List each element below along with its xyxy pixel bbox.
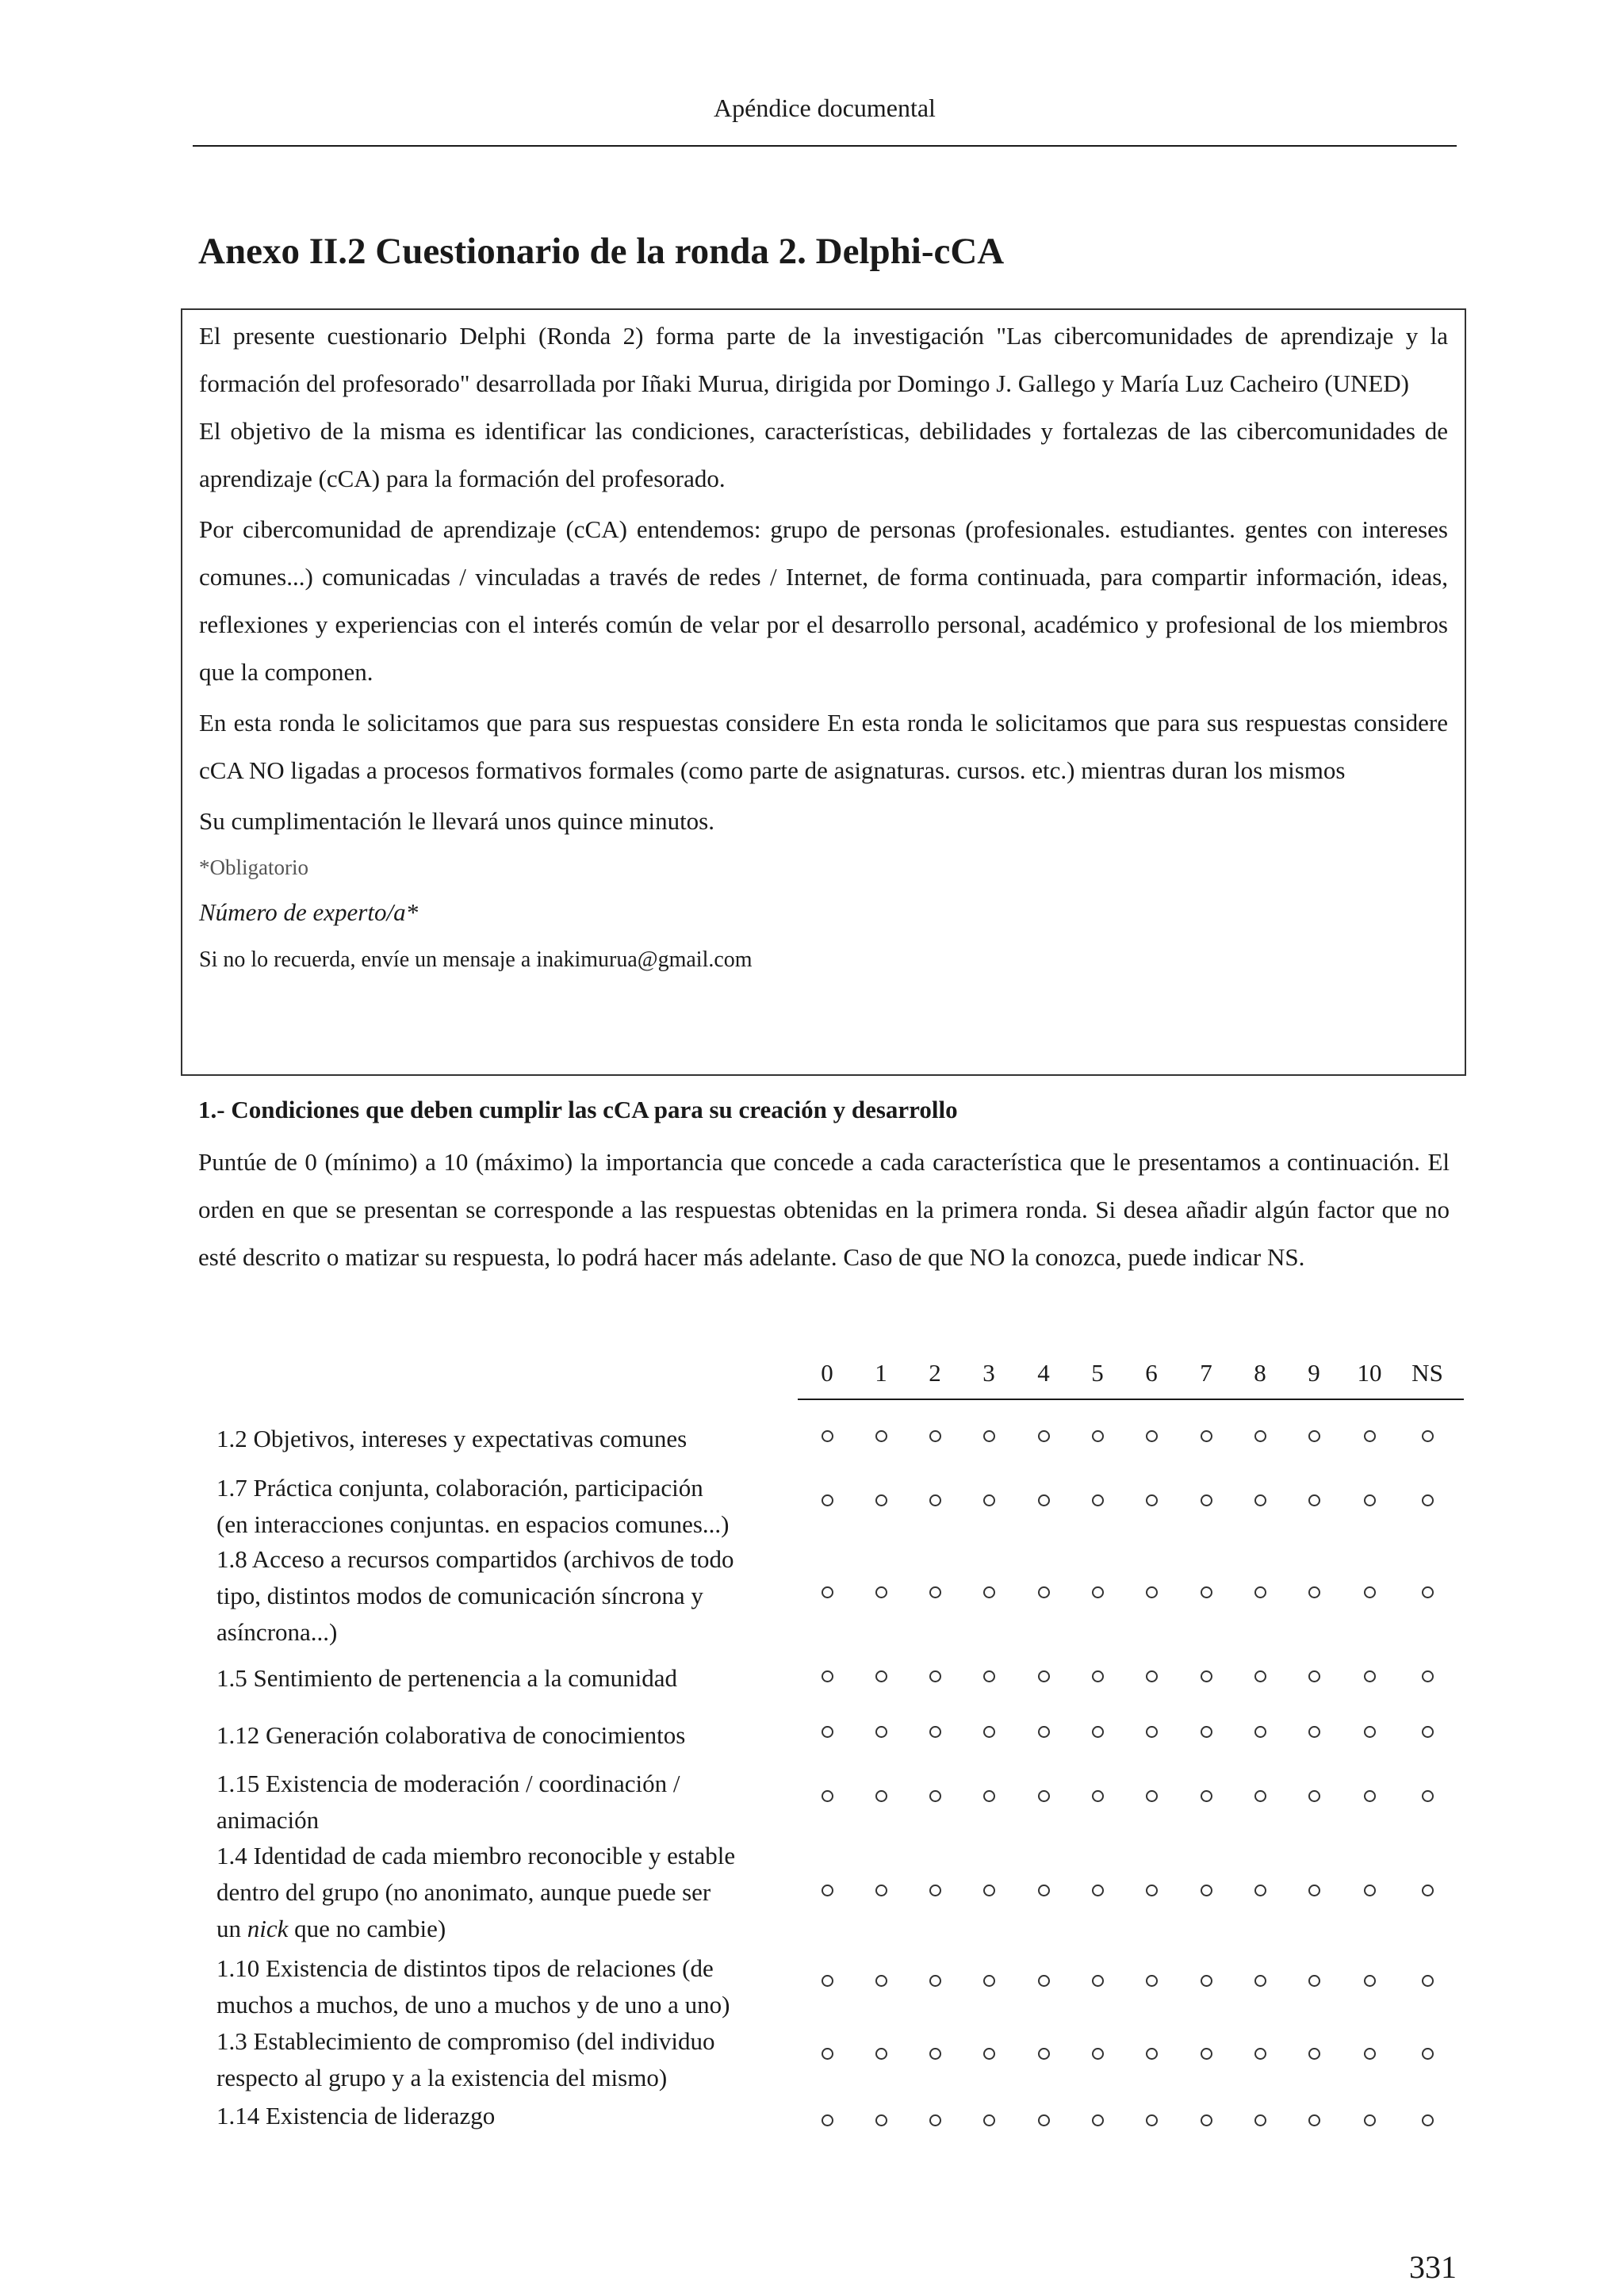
radio-option-8[interactable] [1254, 1430, 1266, 1442]
scale-label-0: 0 [821, 1359, 833, 1387]
radio-option-3[interactable] [983, 1885, 995, 1896]
radio-option-4[interactable] [1038, 1975, 1050, 1987]
radio-option-2[interactable] [929, 1975, 941, 1987]
radio-option-10[interactable] [1364, 1494, 1376, 1506]
item-label-line: 1.3 Establecimiento de compromiso (del individuo [216, 2027, 715, 2055]
radio-option-6[interactable] [1146, 1726, 1158, 1738]
radio-option-4[interactable] [1038, 2114, 1050, 2126]
item-label-line: 1.10 Existencia de distintos tipos de relaciones (de [216, 1954, 714, 1982]
item-label [216, 2098, 803, 2134]
running-header: Apéndice documental [714, 94, 936, 122]
item-label-line: 1.2 Objetivos, intereses y expectativas comunes [216, 1425, 688, 1452]
radio-option-7[interactable] [1201, 1790, 1212, 1802]
radio-option-0[interactable] [822, 2048, 833, 2060]
intro-paragraph-3: Por cibercomunidad de aprendizaje (cCA) entendemos: grupo de personas (profesionales. estudiantes. gentes con intereses comunes...) comunicadas / vinculadas a través de redes / Internet, de forma continuada, para compartir información, ideas, reflexiones y experiencias con el interés común de velar por el desarrollo personal, académico y profesional de los miembros que la componen. [199, 515, 1448, 686]
radio-option-1[interactable] [875, 2114, 887, 2126]
radio-option-9[interactable] [1308, 2048, 1320, 2060]
radio-option-0[interactable] [822, 1494, 833, 1506]
radio-option-3[interactable] [983, 1430, 995, 1442]
scale-header [798, 1356, 1464, 1400]
radio-option-2[interactable] [929, 1586, 941, 1598]
radio-option-9[interactable] [1308, 1494, 1320, 1506]
radio-option-1[interactable] [875, 2048, 887, 2060]
radio-option-8[interactable] [1254, 1670, 1266, 1682]
intro-paragraph-4: En esta ronda le solicitamos que para sus respuestas considere En esta ronda le solicitamos que para sus respuestas considere cCA NO ligadas a procesos formativos formales (como parte de asignaturas. cursos. etc.) mientras duran los mismos [199, 709, 1448, 784]
radio-option-1[interactable] [875, 1430, 887, 1442]
radio-option-1[interactable] [875, 1670, 887, 1682]
item-label-line: 1.15 Existencia de moderación / coordinación / [216, 1770, 680, 1797]
radio-option-5[interactable] [1092, 1670, 1104, 1682]
radio-option-2[interactable] [929, 2114, 941, 2126]
item-label-line: respecto al grupo y a la existencia del mismo) [216, 2064, 668, 2091]
item-label-line: 1.7 Práctica conjunta, colaboración, participación [216, 1474, 703, 1502]
radio-option-4[interactable] [1038, 1885, 1050, 1896]
radio-option-3[interactable] [983, 1586, 995, 1598]
scale-label-8: 8 [1254, 1359, 1266, 1387]
radio-option-5[interactable] [1092, 1586, 1104, 1598]
radio-option-4[interactable] [1038, 2048, 1050, 2060]
scale-label-1: 1 [875, 1359, 887, 1387]
radio-option-7[interactable] [1201, 1726, 1212, 1738]
radio-option-ns[interactable] [1422, 1975, 1434, 1987]
page-title: Anexo II.2 Cuestionario de la ronda 2. Delphi-cCA [198, 231, 1005, 272]
radio-option-0[interactable] [822, 1885, 833, 1896]
intro-paragraph-5: Su cumplimentación le llevará unos quince minutos. [199, 807, 715, 835]
radio-option-5[interactable] [1092, 2048, 1104, 2060]
section-instructions: Puntúe de 0 (mínimo) a 10 (máximo) la importancia que concede a cada característica que le presentamos a continuación. El orden en que se presentan se corresponde a las respuestas obtenidas en la primera ronda. Si desea añadir algún factor que no esté descrito o matizar su respuesta, lo podrá hacer más adelante. Caso de que NO la conozca, puede indicar NS. [198, 1148, 1450, 1271]
scale-label-5: 5 [1091, 1359, 1104, 1387]
radio-option-5[interactable] [1092, 2114, 1104, 2126]
item-label-line: animación [216, 1806, 320, 1834]
item-label [216, 1766, 803, 1839]
radio-option-6[interactable] [1146, 2048, 1158, 2060]
radio-option-8[interactable] [1254, 1975, 1266, 1987]
radio-option-1[interactable] [875, 1790, 887, 1802]
radio-option-6[interactable] [1146, 2114, 1158, 2126]
radio-option-1[interactable] [875, 1975, 887, 1987]
radio-option-ns[interactable] [1422, 1790, 1434, 1802]
radio-option-10[interactable] [1364, 1885, 1376, 1896]
item-label [216, 1717, 803, 1754]
radio-option-2[interactable] [929, 1430, 941, 1442]
radio-option-7[interactable] [1201, 1430, 1212, 1442]
item-label-line: 1.14 Existencia de liderazgo [216, 2102, 496, 2130]
radio-option-2[interactable] [929, 1494, 941, 1506]
item-label-line: un nick que no cambie) [216, 1915, 446, 1942]
radio-option-ns[interactable] [1422, 1670, 1434, 1682]
radio-option-0[interactable] [822, 2114, 833, 2126]
item-label [216, 1421, 803, 1457]
header-rule [193, 145, 1457, 147]
item-label-line: tipo, distintos modos de comunicación síncrona y [216, 1582, 703, 1609]
radio-option-9[interactable] [1308, 2114, 1320, 2126]
radio-option-6[interactable] [1146, 1494, 1158, 1506]
radio-option-7[interactable] [1201, 1975, 1212, 1987]
radio-option-1[interactable] [875, 1885, 887, 1896]
scale-label-ns: NS [1411, 1359, 1443, 1387]
radio-option-9[interactable] [1308, 1670, 1320, 1682]
item-label-line: dentro del grupo (no anonimato, aunque puede ser [216, 1878, 711, 1906]
radio-option-1[interactable] [875, 1494, 887, 1506]
radio-option-6[interactable] [1146, 1586, 1158, 1598]
radio-option-9[interactable] [1308, 1430, 1320, 1442]
item-label-line: muchos a muchos, de uno a muchos y de uno a uno) [216, 1991, 730, 2019]
radio-option-2[interactable] [929, 2048, 941, 2060]
radio-option-3[interactable] [983, 1670, 995, 1682]
radio-option-ns[interactable] [1422, 2114, 1434, 2126]
radio-option-ns[interactable] [1422, 1726, 1434, 1738]
radio-option-7[interactable] [1201, 1494, 1212, 1506]
radio-option-7[interactable] [1201, 2114, 1212, 2126]
radio-option-4[interactable] [1038, 1726, 1050, 1738]
item-label-line: 1.5 Sentimiento de pertenencia a la comunidad [216, 1664, 678, 1692]
radio-option-ns[interactable] [1422, 1430, 1434, 1442]
required-note: *Obligatorio [199, 855, 308, 879]
radio-option-8[interactable] [1254, 1494, 1266, 1506]
item-label [216, 1660, 803, 1697]
radio-option-7[interactable] [1201, 1885, 1212, 1896]
radio-option-3[interactable] [983, 1494, 995, 1506]
radio-option-0[interactable] [822, 1790, 833, 1802]
item-label [216, 1950, 803, 2023]
radio-option-10[interactable] [1364, 1430, 1376, 1442]
radio-option-10[interactable] [1364, 1975, 1376, 1987]
radio-option-7[interactable] [1201, 1670, 1212, 1682]
radio-option-4[interactable] [1038, 1430, 1050, 1442]
radio-option-ns[interactable] [1422, 1885, 1434, 1896]
radio-option-6[interactable] [1146, 1790, 1158, 1802]
radio-option-8[interactable] [1254, 1790, 1266, 1802]
radio-option-10[interactable] [1364, 1726, 1376, 1738]
radio-option-9[interactable] [1308, 1586, 1320, 1598]
radio-option-5[interactable] [1092, 1790, 1104, 1802]
radio-option-0[interactable] [822, 1430, 833, 1442]
radio-option-5[interactable] [1092, 1494, 1104, 1506]
radio-option-9[interactable] [1308, 1790, 1320, 1802]
radio-option-6[interactable] [1146, 1975, 1158, 1987]
radio-option-0[interactable] [822, 1726, 833, 1738]
radio-option-3[interactable] [983, 1790, 995, 1802]
radio-option-ns[interactable] [1422, 2048, 1434, 2060]
radio-option-2[interactable] [929, 1670, 941, 1682]
radio-option-4[interactable] [1038, 1790, 1050, 1802]
radio-option-6[interactable] [1146, 1885, 1158, 1896]
radio-option-5[interactable] [1092, 1885, 1104, 1896]
item-label-line: 1.12 Generación colaborativa de conocimientos [216, 1721, 686, 1749]
scale-label-10: 10 [1357, 1359, 1382, 1387]
radio-option-9[interactable] [1308, 1975, 1320, 1987]
radio-option-4[interactable] [1038, 1494, 1050, 1506]
email-note: Si no lo recuerda, envíe un mensaje a inakimurua@gmail.com [199, 947, 753, 972]
radio-option-0[interactable] [822, 1670, 833, 1682]
radio-option-2[interactable] [929, 1726, 941, 1738]
radio-option-ns[interactable] [1422, 1586, 1434, 1598]
radio-option-9[interactable] [1308, 1885, 1320, 1896]
expert-number-label: Número de experto/a* [199, 898, 419, 926]
scale-label-7: 7 [1200, 1359, 1212, 1387]
item-label-line: asíncrona...) [216, 1618, 338, 1646]
radio-option-9[interactable] [1308, 1726, 1320, 1738]
section-heading: 1.- Condiciones que deben cumplir las cCA para su creación y desarrollo [198, 1096, 958, 1123]
item-label [216, 1838, 803, 1947]
intro-paragraph-1: El presente cuestionario Delphi (Ronda 2) forma parte de la investigación "Las cibercomunidades de aprendizaje y la formación del profesorado" desarrollada por Iñaki Murua, dirigida por Domingo J. Gallego y María Luz Cacheiro (UNED) [199, 322, 1448, 397]
radio-option-5[interactable] [1092, 1726, 1104, 1738]
radio-option-8[interactable] [1254, 2114, 1266, 2126]
item-label-line: 1.4 Identidad de cada miembro reconocible y estable [216, 1842, 736, 1869]
radio-option-5[interactable] [1092, 1975, 1104, 1987]
radio-option-4[interactable] [1038, 1586, 1050, 1598]
item-label [216, 1470, 803, 1543]
radio-option-4[interactable] [1038, 1670, 1050, 1682]
radio-option-2[interactable] [929, 1885, 941, 1896]
scale-label-2: 2 [929, 1359, 941, 1387]
radio-option-10[interactable] [1364, 1586, 1376, 1598]
item-label [216, 2023, 803, 2096]
scale-label-3: 3 [982, 1359, 995, 1387]
radio-option-8[interactable] [1254, 2048, 1266, 2060]
radio-option-3[interactable] [983, 1975, 995, 1987]
radio-option-3[interactable] [983, 2114, 995, 2126]
radio-option-0[interactable] [822, 1586, 833, 1598]
radio-option-3[interactable] [983, 1726, 995, 1738]
radio-option-10[interactable] [1364, 1790, 1376, 1802]
radio-option-1[interactable] [875, 1726, 887, 1738]
radio-option-2[interactable] [929, 1790, 941, 1802]
radio-option-6[interactable] [1146, 1670, 1158, 1682]
scale-label-6: 6 [1145, 1359, 1158, 1387]
radio-option-5[interactable] [1092, 1430, 1104, 1442]
intro-box [181, 308, 1466, 1076]
radio-option-6[interactable] [1146, 1430, 1158, 1442]
radio-option-8[interactable] [1254, 1726, 1266, 1738]
item-label-line: (en interacciones conjuntas. en espacios comunes...) [216, 1510, 730, 1538]
radio-option-7[interactable] [1201, 2048, 1212, 2060]
radio-option-1[interactable] [875, 1586, 887, 1598]
scale-label-4: 4 [1037, 1359, 1050, 1387]
radio-option-0[interactable] [822, 1975, 833, 1987]
page-number: 331 [1409, 2249, 1457, 2285]
item-label [216, 1541, 803, 1651]
radio-option-7[interactable] [1201, 1586, 1212, 1598]
radio-option-ns[interactable] [1422, 1494, 1434, 1506]
radio-option-10[interactable] [1364, 1670, 1376, 1682]
radio-option-10[interactable] [1364, 2048, 1376, 2060]
radio-option-8[interactable] [1254, 1885, 1266, 1896]
item-label-line: 1.8 Acceso a recursos compartidos (archivos de todo [216, 1545, 734, 1573]
radio-option-8[interactable] [1254, 1586, 1266, 1598]
intro-paragraph-2: El objetivo de la misma es identificar las condiciones, características, debilidades y fortalezas de las cibercomunidades de aprendizaje (cCA) para la formación del profesorado. [199, 417, 1448, 492]
radio-option-3[interactable] [983, 2048, 995, 2060]
radio-option-10[interactable] [1364, 2114, 1376, 2126]
scale-label-9: 9 [1308, 1359, 1320, 1387]
